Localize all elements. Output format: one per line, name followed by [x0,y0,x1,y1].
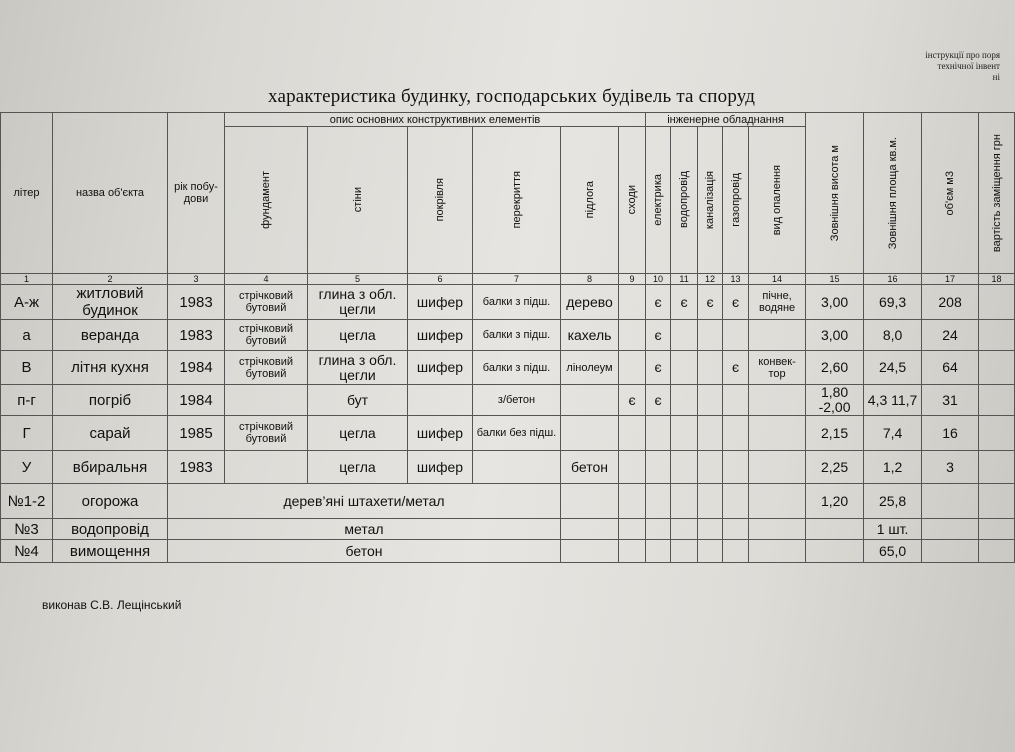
cell-stairs [619,416,646,451]
cell-heating [749,320,806,351]
cell-volume: 64 [922,351,979,385]
cell-area: 65,0 [864,540,922,563]
cell-cost [979,385,1015,416]
cell-volume [922,540,979,563]
header-electric-cell [646,127,671,274]
header-sewer-cell [698,127,723,274]
cell-volume [922,519,979,540]
cell-stairs [619,285,646,320]
cell-ceiling: балки з підш. [473,285,561,320]
cell-liter: а [1,320,53,351]
col-number: 3 [168,274,225,285]
cell-empty [561,484,619,519]
cell-roof: шифер [408,416,473,451]
cell-year: 1983 [168,285,225,320]
cell-gas: є [723,285,749,320]
cell-walls: цегла [308,320,408,351]
col-number: 4 [225,274,308,285]
cell-water [671,451,698,484]
header-volume: об'єм м3 [944,170,957,216]
cell-name: вимощення [53,540,168,563]
column-number-row [1,274,1015,285]
cell-sewer [698,351,723,385]
cell-water [671,416,698,451]
header-volume-cell [922,113,979,274]
header-ceiling: перекриття [510,171,523,229]
cell-sewer [698,320,723,351]
cell-height: 2,25 [806,451,864,484]
header-cost: вартість заміщення грн [990,133,1003,253]
col-number: 12 [698,274,723,285]
cell-stairs: є [619,385,646,416]
cell-foundation [225,451,308,484]
col-number: 16 [864,274,922,285]
table-row [1,285,1015,320]
cell-ceiling: з/бетон [473,385,561,416]
header-liter: літер [1,113,53,274]
cell-gas [723,320,749,351]
header-walls-cell [308,127,408,274]
header-year: рік побу-дови [168,113,225,274]
cell-volume: 208 [922,285,979,320]
cell-floor: лінолеум [561,351,619,385]
table-row [1,484,1015,519]
header-group-constructive: опис основних конструктивних елементів [225,113,646,127]
cell-material: метал [168,519,561,540]
table-row [1,351,1015,385]
cell-area: 1 шт. [864,519,922,540]
col-number: 8 [561,274,619,285]
corner-line: інструкції про поря [925,50,1000,60]
cell-floor: бетон [561,451,619,484]
cell-empty [723,519,749,540]
signature: виконав С.В. Лещінський [42,598,182,612]
cell-height: 2,15 [806,416,864,451]
cell-cost [979,451,1015,484]
table-row [1,416,1015,451]
cell-area: 8,0 [864,320,922,351]
cell-empty [749,519,806,540]
cell-name: вбиральня [53,451,168,484]
cell-area: 7,4 [864,416,922,451]
cell-stairs [619,451,646,484]
col-number: 1 [1,274,53,285]
cell-liter: В [1,351,53,385]
document-title: характеристика будинку, господарських будівель та споруд [268,86,756,107]
header-cost-cell [979,113,1015,274]
cell-heating [749,416,806,451]
cell-water: є [671,285,698,320]
cell-floor: кахель [561,320,619,351]
col-number: 7 [473,274,561,285]
cell-heating: конвек-тор [749,351,806,385]
cell-area: 24,5 [864,351,922,385]
col-number: 15 [806,274,864,285]
header-water: водопровід [678,171,691,229]
cell-empty [646,540,671,563]
cell-ceiling: балки з підш. [473,320,561,351]
cell-foundation: стрічковий бутовий [225,320,308,351]
cell-roof: шифер [408,451,473,484]
cell-year: 1984 [168,385,225,416]
header-foundation: фундамент [260,171,272,229]
col-number: 10 [646,274,671,285]
cell-empty [671,484,698,519]
cell-volume [922,484,979,519]
cell-cost [979,320,1015,351]
cell-name: водопровід [53,519,168,540]
cell-year: 1985 [168,416,225,451]
cell-empty [619,540,646,563]
cell-gas [723,451,749,484]
table-row [1,451,1015,484]
col-number: 18 [979,274,1015,285]
corner-line: технічної інвент [937,61,1000,71]
header-group-engineering: інженерне обладнання [646,113,806,127]
cell-electric [646,451,671,484]
table-row [1,519,1015,540]
cell-name: веранда [53,320,168,351]
header-group-row [1,113,1015,127]
cell-empty [671,519,698,540]
cell-floor: дерево [561,285,619,320]
header-height: Зовнішня висота м [828,144,841,242]
cell-empty [698,519,723,540]
cell-empty [671,540,698,563]
cell-empty [561,540,619,563]
cell-empty [723,484,749,519]
cell-height: 1,20 [806,484,864,519]
cell-floor [561,416,619,451]
cell-name: огорожа [53,484,168,519]
col-number: 2 [53,274,168,285]
cell-name: житловий будинок [53,285,168,320]
cell-sewer: є [698,285,723,320]
header-height-cell [806,113,864,274]
corner-note [900,50,1000,83]
cell-water [671,320,698,351]
header-walls: стіни [351,187,364,213]
header-floor-cell [561,127,619,274]
cell-liter: А-ж [1,285,53,320]
cell-cost [979,416,1015,451]
cell-walls: цегла [308,451,408,484]
cell-heating [749,451,806,484]
col-number: 6 [408,274,473,285]
cell-liter: №3 [1,519,53,540]
cell-heating [749,385,806,416]
cell-sewer [698,451,723,484]
cell-empty [619,519,646,540]
header-area-cell [864,113,922,274]
cell-sewer [698,416,723,451]
cell-electric: є [646,285,671,320]
cell-electric: є [646,385,671,416]
header-roof: покрівля [434,178,446,222]
cell-ceiling [473,451,561,484]
cell-liter: №1-2 [1,484,53,519]
cell-empty [749,540,806,563]
cell-cost [979,285,1015,320]
cell-material: дерев’яні штахети/метал [168,484,561,519]
cell-stairs [619,320,646,351]
header-heating: вид опалення [771,164,784,236]
cell-walls: глина з обл. цегли [308,351,408,385]
cell-floor [561,385,619,416]
col-number: 11 [671,274,698,285]
cell-height [806,519,864,540]
cell-water [671,351,698,385]
cell-height [806,540,864,563]
cell-height: 3,00 [806,285,864,320]
col-number: 5 [308,274,408,285]
cell-empty [619,484,646,519]
cell-volume: 3 [922,451,979,484]
col-number: 13 [723,274,749,285]
cell-sewer [698,385,723,416]
cell-foundation: стрічковий бутовий [225,351,308,385]
cell-ceiling: балки з підш. [473,351,561,385]
cell-material: бетон [168,540,561,563]
header-floor: підлога [583,181,596,219]
table-row [1,320,1015,351]
cell-electric: є [646,351,671,385]
cell-empty [561,519,619,540]
cell-liter: У [1,451,53,484]
table-row [1,385,1015,416]
header-name: назва об'єкта [53,113,168,274]
cell-empty [646,484,671,519]
header-area: Зовнішня площа кв.м. [886,136,899,250]
header-roof-cell [408,127,473,274]
cell-foundation: стрічковий бутовий [225,285,308,320]
cell-electric: є [646,320,671,351]
col-number: 14 [749,274,806,285]
cell-gas: є [723,351,749,385]
cell-empty [749,484,806,519]
cell-height: 3,00 [806,320,864,351]
cell-water [671,385,698,416]
cell-name: погріб [53,385,168,416]
cell-empty [698,540,723,563]
cell-roof: шифер [408,351,473,385]
cell-cost [979,519,1015,540]
cell-gas [723,385,749,416]
header-stairs: сходи [626,185,639,215]
header-heating-cell [749,127,806,274]
cell-cost [979,484,1015,519]
cell-walls: глина з обл. цегли [308,285,408,320]
cell-cost [979,351,1015,385]
cell-roof [408,385,473,416]
cell-foundation: стрічковий бутовий [225,416,308,451]
cell-empty [698,484,723,519]
col-number: 9 [619,274,646,285]
table-row [1,540,1015,563]
cell-volume: 24 [922,320,979,351]
cell-foundation [225,385,308,416]
cell-height: 1,80 -2,00 [806,385,864,416]
cell-cost [979,540,1015,563]
cell-gas [723,416,749,451]
header-sewer: каналізація [704,170,717,230]
cell-liter: п-г [1,385,53,416]
cell-empty [723,540,749,563]
col-number: 17 [922,274,979,285]
header-ceiling-cell [473,127,561,274]
cell-electric [646,416,671,451]
cell-liter: №4 [1,540,53,563]
cell-area: 25,8 [864,484,922,519]
cell-liter: Г [1,416,53,451]
cell-volume: 16 [922,416,979,451]
cell-stairs [619,351,646,385]
cell-empty [646,519,671,540]
cell-area: 4,3 11,7 [864,385,922,416]
header-gas: газопровід [729,173,742,227]
header-gas-cell [723,127,749,274]
header-electric: електрика [652,174,665,226]
cell-area: 69,3 [864,285,922,320]
cell-walls: цегла [308,416,408,451]
cell-height: 2,60 [806,351,864,385]
cell-area: 1,2 [864,451,922,484]
header-water-cell [671,127,698,274]
cell-year: 1983 [168,320,225,351]
characteristics-table [0,112,1015,563]
corner-line: ні [992,72,1000,82]
cell-walls: бут [308,385,408,416]
cell-volume: 31 [922,385,979,416]
cell-name: літня кухня [53,351,168,385]
cell-ceiling: балки без підш. [473,416,561,451]
header-stairs-cell [619,127,646,274]
header-foundation-cell [225,127,308,274]
cell-roof: шифер [408,320,473,351]
cell-year: 1984 [168,351,225,385]
cell-heating: пічне, водяне [749,285,806,320]
cell-year: 1983 [168,451,225,484]
cell-roof: шифер [408,285,473,320]
cell-name: сарай [53,416,168,451]
